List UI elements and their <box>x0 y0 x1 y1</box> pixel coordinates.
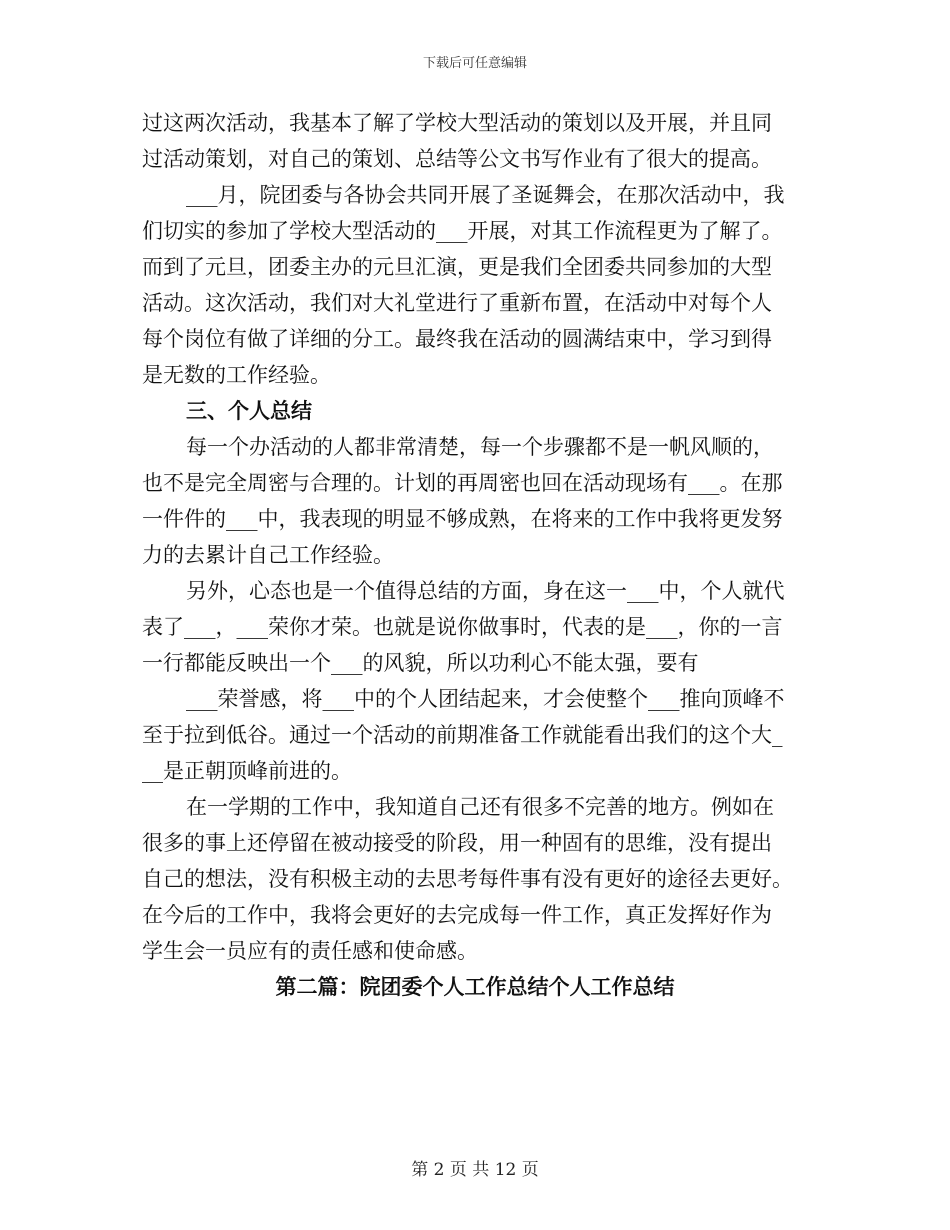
paragraph-line: 是无数的工作经验。 <box>142 363 331 387</box>
paragraph-line: 在一学期的工作中，我知道自己还有很多不完善的地方。例如在 <box>186 795 774 819</box>
paragraph-line: 每个岗位有做了详细的分工。最终我在活动的圆满结束中，学习到得 <box>142 327 772 351</box>
page-header: 下载后可任意编辑 <box>422 56 527 71</box>
paragraph-line: ___荣誉感，将___中的个人团结起来，才会使整个___推向顶峰不 <box>186 687 785 711</box>
paragraph-line: 很多的事上还停留在被动接受的阶段，用一种固有的思维，没有提出 <box>142 831 772 855</box>
paragraph-line: ___月，院团委与各协会共同开展了圣诞舞会，在那次活动中，我 <box>186 183 785 207</box>
document-body <box>142 105 808 1005</box>
paragraph-line: 表了___，___荣你才荣。也就是说你做事时，代表的是___，你的一言 <box>142 615 783 639</box>
paragraph-line: 在今后的工作中，我将会更好的去完成每一件工作，真正发挥好作为 <box>142 903 772 927</box>
paragraph-line: 每一个办活动的人都非常清楚，每一个步骤都不是一帆风顺的， <box>186 435 774 459</box>
paragraph-line: 也不是完全周密与合理的。计划的再周密也回在活动现场有___。在那 <box>142 471 783 495</box>
paragraph-line: 学生会一员应有的责任感和使命感。 <box>142 939 478 963</box>
paragraph-line: __是正朝顶峰前进的。 <box>142 759 352 783</box>
paragraph-line: 力的去累计自己工作经验。 <box>142 543 394 567</box>
section-heading: 三、个人总结 <box>186 398 312 423</box>
paragraph-line: 活动。这次活动，我们对大礼堂进行了重新布置，在活动中对每个人 <box>142 291 772 315</box>
paragraph-line: 一行都能反映出一个___的风貌，所以功利心不能太强，要有 <box>142 651 699 675</box>
paragraph-line: 另外，心态也是一个值得总结的方面，身在这一___中，个人就代 <box>186 579 785 603</box>
paragraph-line: 自己的想法，没有积极主动的去思考每件事有没有更好的途径去更好。 <box>142 867 793 891</box>
paragraph-line: 们切实的参加了学校大型活动的___开展，对其工作流程更为了解了。 <box>142 219 783 243</box>
paragraph-line: 至于拉到低谷。通过一个活动的前期准备工作就能看出我们的这个大_ <box>142 723 783 747</box>
paragraph-line: 而到了元旦，团委主办的元旦汇演，更是我们全团委共同参加的大型 <box>142 255 772 279</box>
paragraph-line: 过活动策划，对自己的策划、总结等公文书写作业有了很大的提高。 <box>142 147 772 171</box>
section-title: 第二篇：院团委个人工作总结个人工作总结 <box>275 974 675 999</box>
paragraph-line: 一件件的___中，我表现的明显不够成熟，在将来的工作中我将更发努 <box>142 507 783 531</box>
paragraph-line: 过这两次活动，我基本了解了学校大型活动的策划以及开展，并且同 <box>142 111 772 135</box>
page-footer: 第 2 页 共 12 页 <box>411 1160 539 1180</box>
